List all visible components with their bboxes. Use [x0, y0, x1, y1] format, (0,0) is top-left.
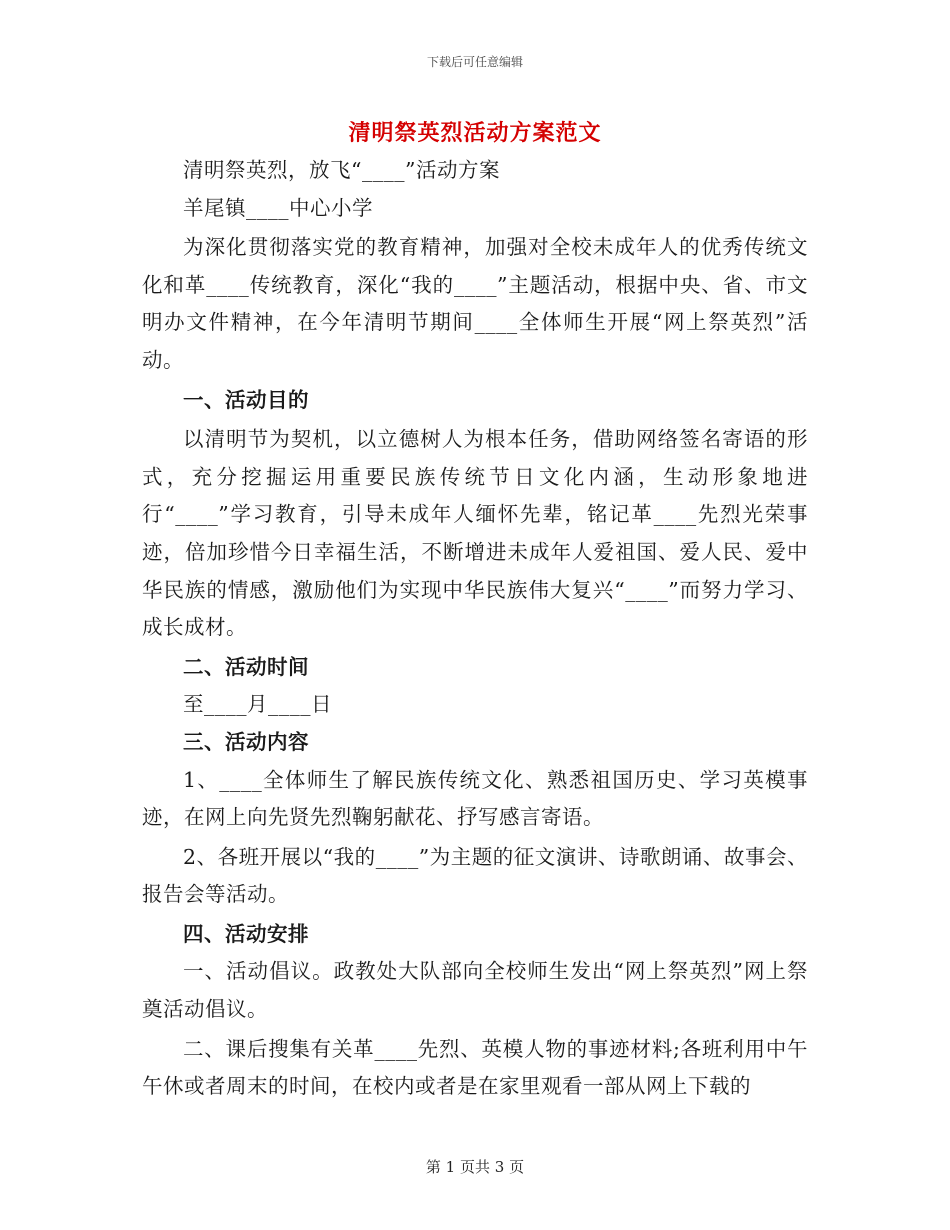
school-line: 羊尾镇____中心小学	[183, 195, 373, 220]
subtitle-line: 清明祭英烈，放飞“____”活动方案	[183, 158, 500, 182]
document-body	[142, 152, 808, 1106]
arrangement-item-2: 二、课后搜集有关革____先烈、英模人物的事迹材料;各班利用中午午休或者周末的时间，在校内或者是在家里观看一部从网上下载的	[142, 1036, 808, 1099]
section-heading-purpose: 一、活动目的	[183, 387, 309, 412]
purpose-paragraph: 以清明节为契机，以立德树人为根本任务，借助网络签名寄语的形式，充分挖掘运用重要民族传统节日文化内涵，生动形象地进行“____”学习教育，引导未成年人缅怀先辈，铭记革____先烈光荣事迹，倍加珍惜今日幸福生活，不断增进未成年人爱祖国、爱人民、爱中华民族的情感，激励他们为实现中华民族伟大复兴“____”而努力学习、成长成材。	[142, 427, 808, 640]
section-heading-arrangement: 四、活动安排	[183, 921, 309, 946]
arrangement-item-1: 一、活动倡议。政教处大队部向全校师生发出“网上祭英烈”网上祭奠活动倡议。	[142, 959, 808, 1022]
content-item-1: 1、____全体师生了解民族传统文化、熟悉祖国历史、学习英模事迹，在网上向先贤先烈鞠躬献花、抒写感言寄语。	[142, 767, 808, 830]
document-title: 清明祭英烈活动方案范文	[348, 120, 602, 146]
section-heading-time: 二、活动时间	[183, 654, 309, 679]
time-paragraph: 至____月____日	[183, 692, 332, 717]
section-heading-content: 三、活动内容	[183, 729, 309, 754]
page-header: 下载后可任意编辑	[426, 55, 523, 69]
content-item-2: 2、各班开展以“我的____”为主题的征文演讲、诗歌朗诵、故事会、报告会等活动。	[142, 844, 808, 907]
page-footer: 第 1 页共 3 页	[425, 1158, 525, 1176]
intro-paragraph: 为深化贯彻落实党的教育精神，加强对全校未成年人的优秀传统文化和革____传统教育，深化“我的____”主题活动，根据中央、省、市文明办文件精神，在今年清明节期间____全体师生开展“网上祭英烈”活动。	[142, 235, 808, 372]
